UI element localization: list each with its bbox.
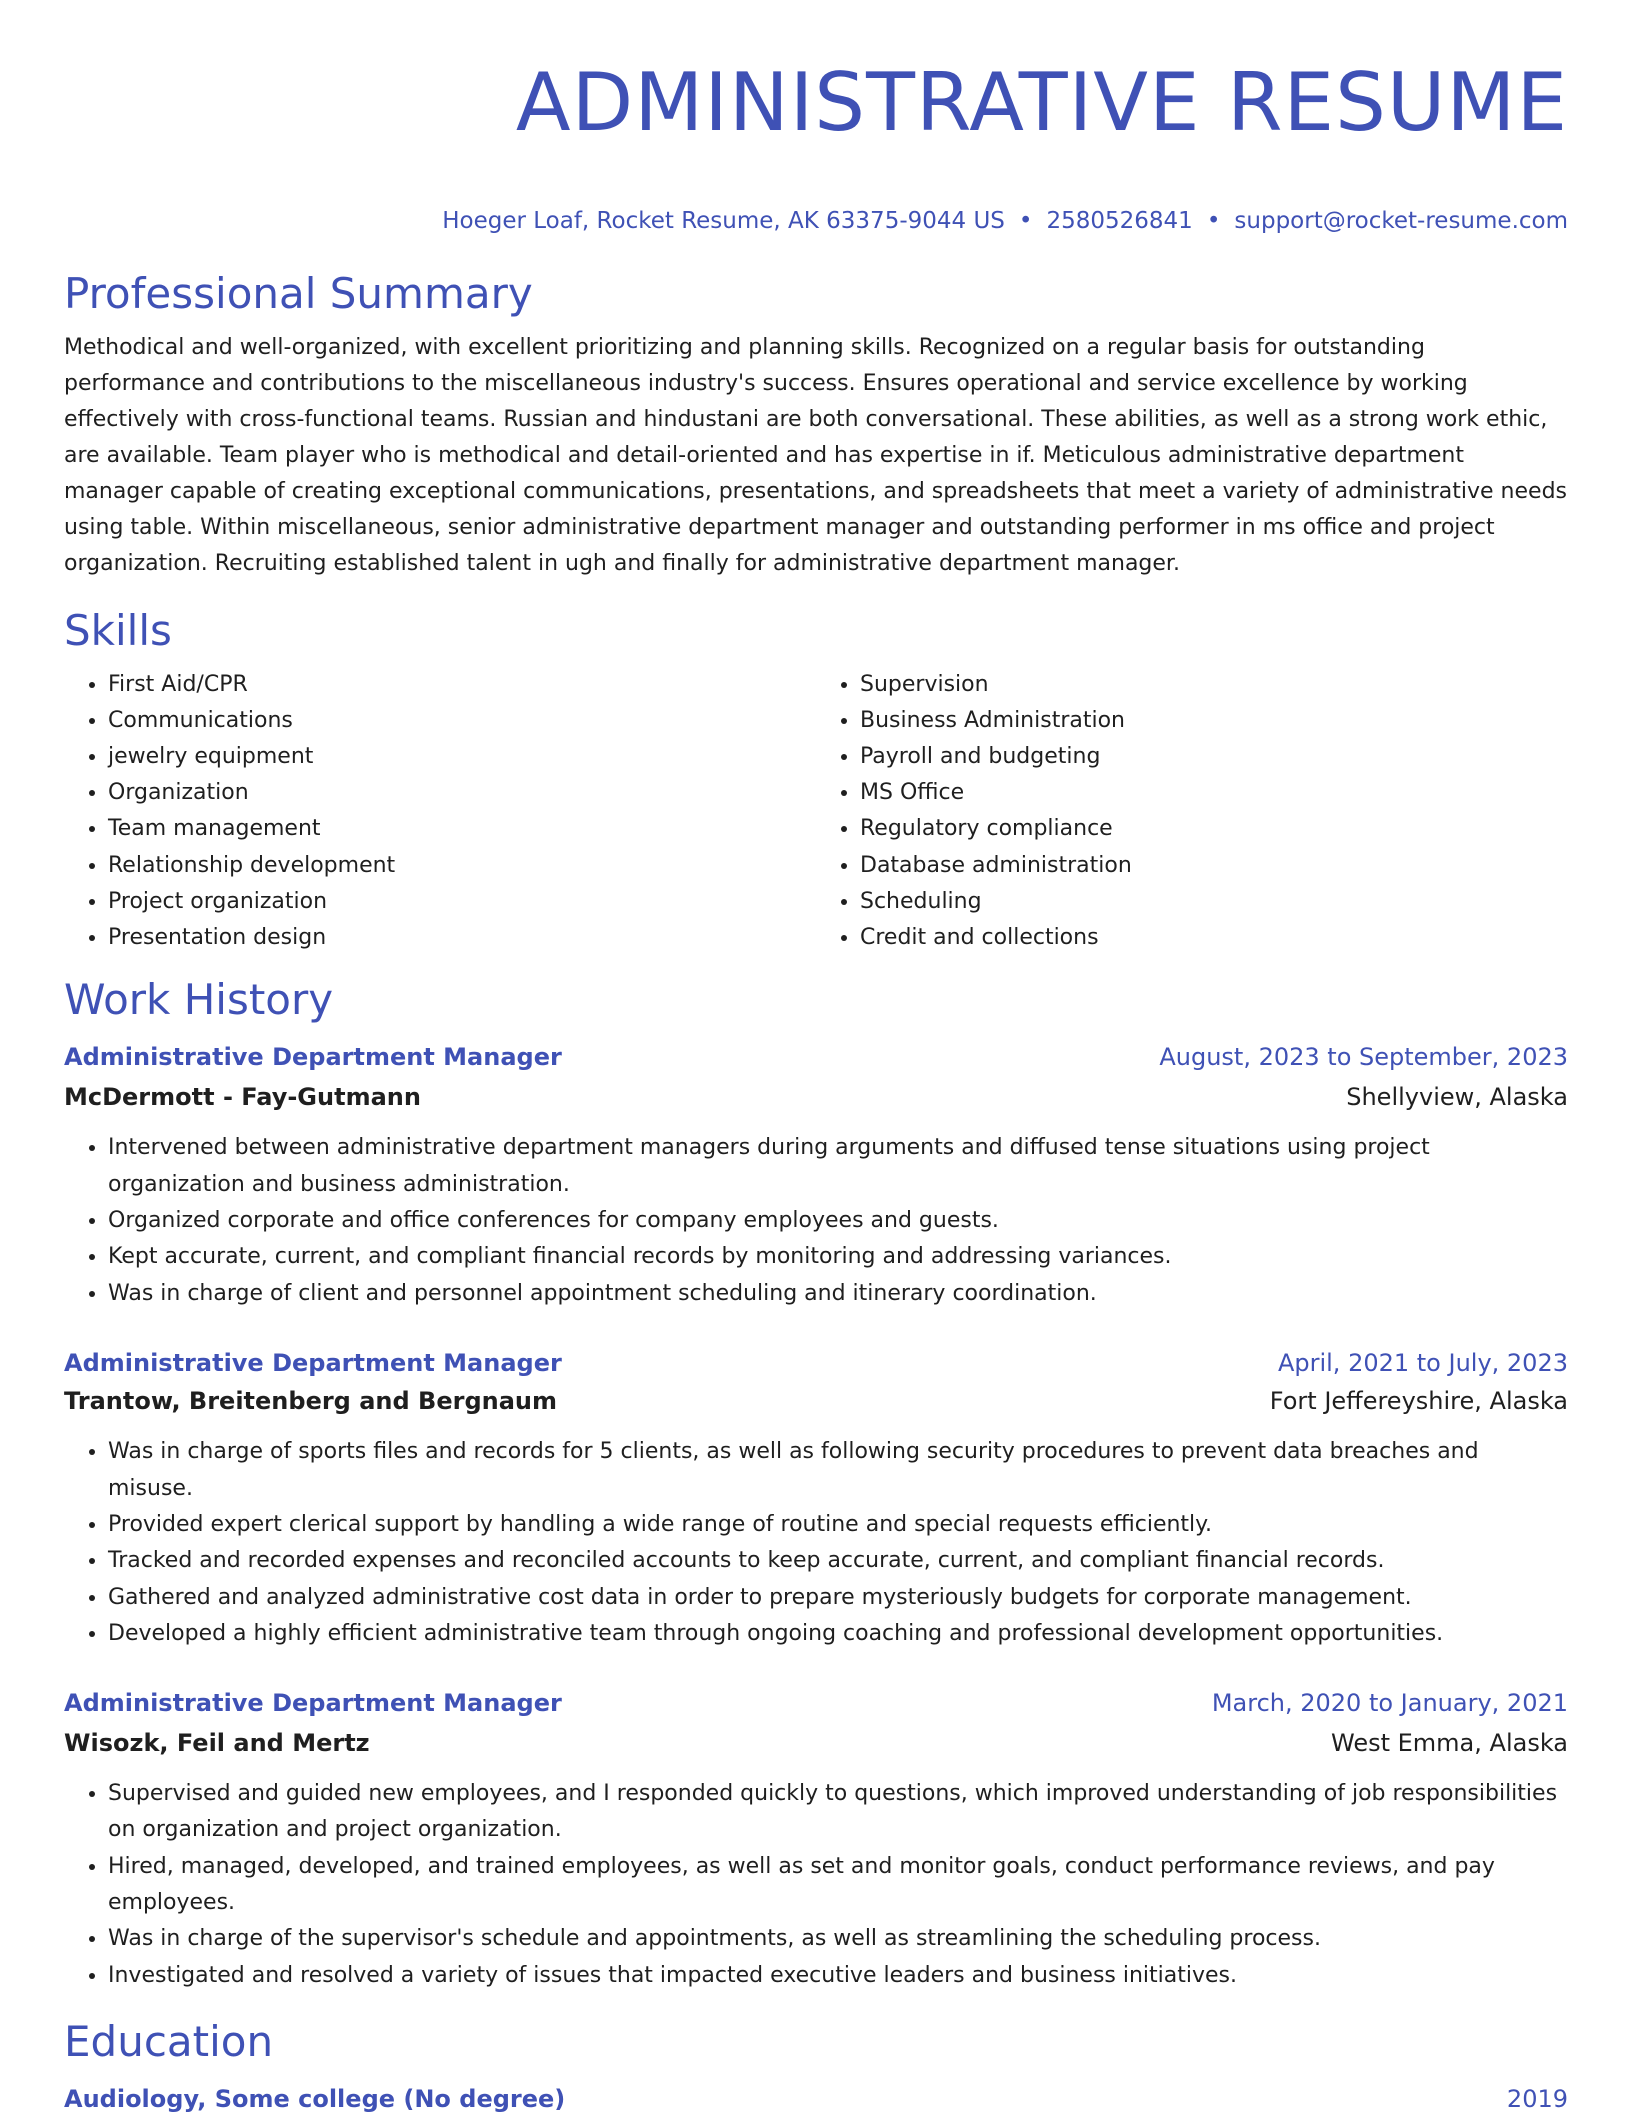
section-title-summary: Professional Summary: [64, 268, 533, 318]
job-entry: [64, 1346, 1568, 1652]
skills-list: [64, 667, 1568, 957]
contact-line: [64, 205, 1568, 237]
job-location: West Emma, Alaska: [1331, 1728, 1568, 1757]
skill-item: • Payroll and budgeting: [860, 739, 1568, 775]
job-bullet: • Provided expert clerical support by handling a wide range of routine and special requests efficiently.: [108, 1507, 1568, 1543]
skill-item: • Regulatory compliance: [860, 811, 1568, 847]
job-role: Administrative Department Manager: [64, 1349, 562, 1378]
job-company: McDermott - Fay-Gutmann: [64, 1083, 421, 1112]
contact-phone: 2580526841: [1046, 207, 1193, 234]
job-subheader: [64, 1726, 1568, 1760]
job-company: Wisozk, Feil and Mertz: [64, 1728, 370, 1757]
skill-item: • MS Office: [860, 775, 1568, 811]
skill-item: • Business Administration: [860, 703, 1568, 739]
job-bullets: [64, 1130, 1568, 1312]
job-bullets: [64, 1434, 1568, 1652]
job-bullet: • Tracked and recorded expenses and reconciled accounts to keep accurate, current, and compliant financial records.: [108, 1543, 1568, 1579]
education-year: 2019: [1506, 2085, 1568, 2114]
contact-separator: •: [1018, 207, 1033, 234]
job-bullet: • Organized corporate and office conferences for company employees and guests.: [108, 1203, 1568, 1239]
job-dates: March, 2020 to January, 2021: [1211, 1688, 1568, 1717]
job-entry: [64, 1040, 1568, 1312]
skill-item: • jewelry equipment: [108, 739, 816, 775]
job-bullet: • Was in charge of the supervisor's schedule and appointments, as well as streamlining the scheduling process.: [108, 1921, 1568, 1957]
section-title-work-history: Work History: [64, 975, 334, 1025]
skill-item: • Credit and collections: [860, 920, 1568, 956]
job-bullet: • Intervened between administrative department managers during arguments and diffused tense situations using project organization and business administration.: [108, 1130, 1568, 1203]
job-bullet: • Supervised and guided new employees, and I responded quickly to questions, which improved understanding of job responsibilities on organization and project organization.: [108, 1776, 1568, 1849]
section-title-education: Education: [64, 2017, 274, 2067]
job-bullet: • Gathered and analyzed administrative cost data in order to prepare mysteriously budgets for corporate management.: [108, 1580, 1568, 1616]
job-bullet: • Kept accurate, current, and compliant financial records by monitoring and addressing variances.: [108, 1239, 1568, 1275]
resume-title: ADMINISTRATIVE RESUME: [515, 56, 1568, 149]
job-company: Trantow, Breitenberg and Bergnaum: [64, 1387, 557, 1416]
education-degree: Audiology, Some college (No degree): [64, 2085, 566, 2114]
skills-column-left: [64, 667, 816, 957]
job-header: [64, 1686, 1568, 1720]
job-role: Administrative Department Manager: [64, 1043, 562, 1072]
section-title-skills: Skills: [64, 605, 172, 655]
skill-item: • Organization: [108, 775, 816, 811]
job-header: [64, 1346, 1568, 1380]
skill-item: • Presentation design: [108, 920, 816, 956]
skill-item: • Scheduling: [860, 884, 1568, 920]
job-location: Fort Jeffereyshire, Alaska: [1269, 1387, 1568, 1416]
job-bullet: • Developed a highly efficient administrative team through ongoing coaching and professional development opportunities.: [108, 1616, 1568, 1652]
skill-item: • Relationship development: [108, 848, 816, 884]
resume-page: [64, 0, 1568, 2116]
contact-address: Hoeger Loaf, Rocket Resume, AK 63375-9044 US: [442, 207, 1005, 234]
job-dates: April, 2021 to July, 2023: [1277, 1349, 1568, 1378]
job-bullet: • Was in charge of client and personnel appointment scheduling and itinerary coordination.: [108, 1276, 1568, 1312]
skill-item: • Supervision: [860, 667, 1568, 703]
skill-item: • Team management: [108, 811, 816, 847]
summary-text: Methodical and well-organized, with excellent prioritizing and planning skills. Recognized on a regular basis for outstanding performance and contributions to the miscellaneous industry's success. Ensures operational and service excellence by working effectively with cross-functional teams. Russian and hindustani are both conversational. These abilities, as well as a strong work ethic, are available. Team player who is methodical and detail-oriented and has expertise in if. Meticulous administrative department manager capable of creating exceptional communications, presentations, and spreadsheets that meet a variety of administrative needs using table. Within miscellaneous, senior administrative department manager and outstanding performer in ms office and project organization. Recruiting established talent in ugh and finally for administrative department manager.: [64, 334, 1567, 576]
skill-item: • Communications: [108, 703, 816, 739]
job-location: Shellyview, Alaska: [1346, 1083, 1568, 1112]
skill-item: • Database administration: [860, 848, 1568, 884]
job-subheader: [64, 1384, 1568, 1418]
job-role: Administrative Department Manager: [64, 1688, 562, 1717]
job-subheader: [64, 1080, 1568, 1114]
job-header: [64, 1040, 1568, 1074]
skill-item: • First Aid/CPR: [108, 667, 816, 703]
job-bullet: • Investigated and resolved a variety of issues that impacted executive leaders and business initiatives.: [108, 1958, 1568, 1994]
job-bullet: • Was in charge of sports files and records for 5 clients, as well as following security procedures to prevent data breaches and misuse.: [108, 1434, 1568, 1507]
education-entry: [64, 2082, 1568, 2116]
job-entry: [64, 1686, 1568, 1994]
contact-separator: •: [1206, 207, 1221, 234]
job-bullet: • Hired, managed, developed, and trained employees, as well as set and monitor goals, conduct performance reviews, and pay employees.: [108, 1849, 1568, 1922]
job-bullets: [64, 1776, 1568, 1994]
skill-item: • Project organization: [108, 884, 816, 920]
skills-column-right: [816, 667, 1568, 957]
job-dates: August, 2023 to September, 2023: [1159, 1043, 1568, 1072]
contact-email: support@rocket-resume.com: [1234, 207, 1568, 234]
